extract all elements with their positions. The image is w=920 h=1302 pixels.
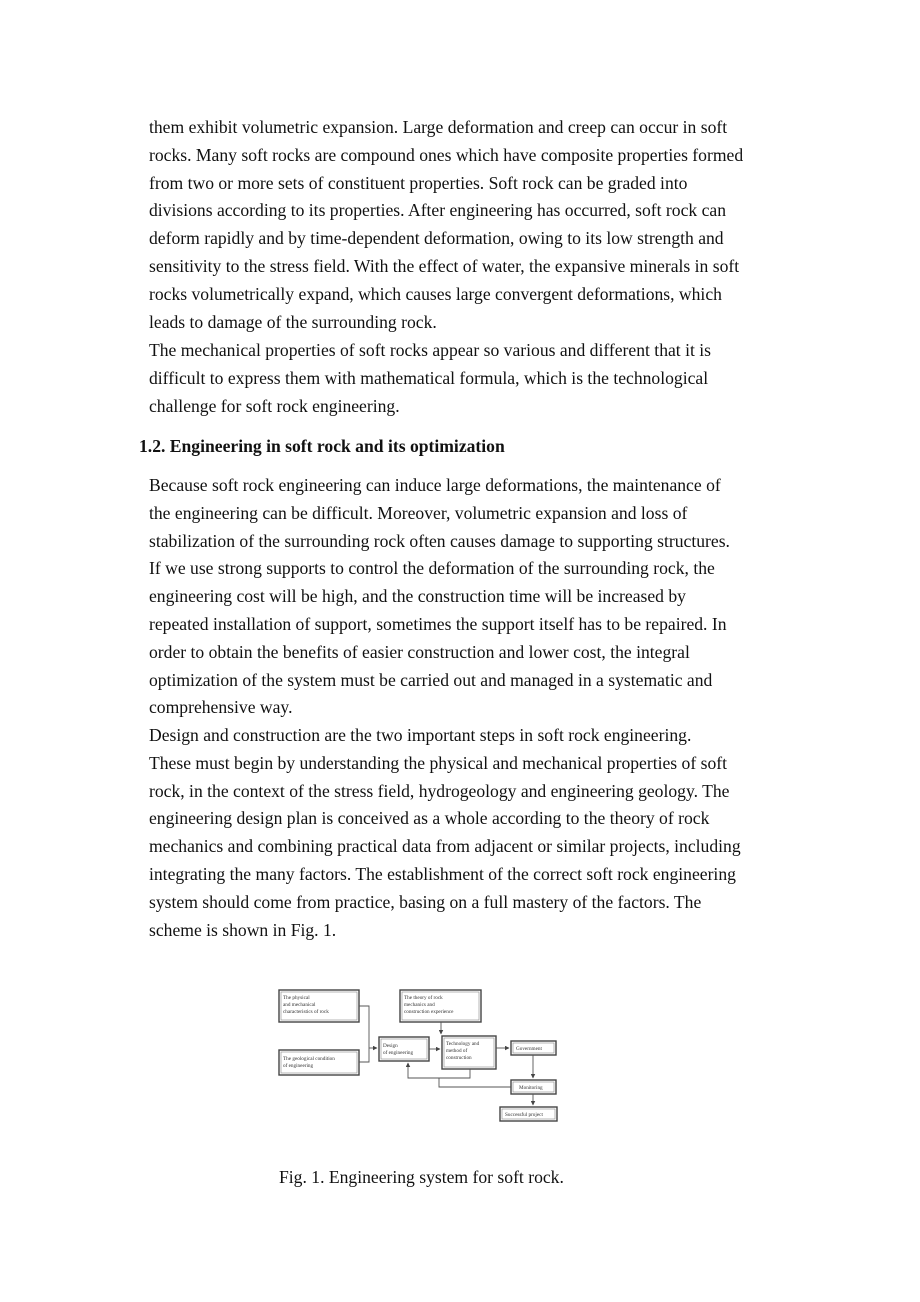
paragraph-3: Because soft rock engineering can induce large deformations, the maintenance of the engineering can be difficult. Moreover, volumetric expansion and loss of stabilization of the surrounding rock often causes damage to supporting structures. If we use strong supports to control the deformation of the surrounding rock, the engineering cost will be high, and the construction time will be increased by repeated installation of support, sometimes the support itself has to be repaired. In order to obtain the benefits of easier construction and lower cost, the integral optimization of the system must be carried out and managed in a systematic and comprehensive way. <box>149 475 730 718</box>
section-heading: 1.2. Engineering in soft rock and its optimization <box>139 436 505 456</box>
box-design-engineering <box>379 1037 429 1061</box>
engineering-system-diagram <box>276 986 560 1126</box>
paragraph-1: them exhibit volumetric expansion. Large deformation and creep can occur in soft rocks. Many soft rocks are compound ones which have composite properties formed from two or more sets of constituent properties. Soft rock can be graded into divisions according to its properties. After engineering has occurred, soft rock can deform rapidly and by time-dependent deformation, owing to its low strength and sensitivity to the stress field. With the effect of water, the expansive minerals in soft rocks volumetrically expand, which causes large convergent deformations, which leads to damage of the surrounding rock. <box>149 117 744 332</box>
box-design-line2: of engineering <box>383 1050 414 1056</box>
box-geological-line2: of engineering <box>283 1063 314 1069</box>
figure-caption: Fig. 1. Engineering system for soft rock. <box>279 1167 564 1187</box>
box-theory-line1: The theory of rock <box>404 995 443 1001</box>
box-theory-line2: mechanics and <box>404 1002 435 1008</box>
box-geological-condition <box>279 1050 359 1075</box>
box-physical-mechanical <box>279 990 359 1022</box>
box-physical-line1: The physical <box>283 995 310 1001</box>
box-successful-line1: Successful project <box>505 1112 543 1118</box>
box-government-line1: Government <box>516 1046 542 1052</box>
box-geological-line1: The geological condition <box>283 1056 335 1062</box>
paragraph-4: Design and construction are the two important steps in soft rock engineering. These must begin by understanding the physical and mechanical properties of soft rock, in the context of the stress field, hydrogeology and engineering geology. The engineering design plan is conceived as a whole according to the theory of rock mechanics and combining practical data from adjacent or similar projects, including integrating the many factors. The establishment of the correct soft rock engineering system should come from practice, basing on a full mastery of the factors. The scheme is shown in Fig. 1. <box>149 725 741 940</box>
paragraph-2: The mechanical properties of soft rocks appear so various and different that it is difficult to express them with mathematical formula, which is the technological challenge for soft rock engineering. <box>149 340 711 416</box>
box-government <box>511 1041 556 1055</box>
box-technology-line3: construction <box>446 1055 472 1061</box>
box-technology-construction <box>442 1036 496 1069</box>
box-theory-line3: construction experience <box>404 1009 454 1015</box>
box-design-line1: Design <box>383 1043 398 1049</box>
box-technology-line2: method of <box>446 1048 468 1054</box>
box-theory-rock-mechanics <box>400 990 481 1022</box>
box-technology-line1: Technology and <box>446 1041 480 1047</box>
box-physical-line3: characteristics of rock <box>283 1009 329 1015</box>
box-monitoring-line1: Monitoring <box>519 1085 543 1091</box>
box-monitoring <box>511 1080 556 1094</box>
box-physical-line2: and mechanical <box>283 1002 316 1008</box>
box-successful-project <box>500 1107 557 1121</box>
